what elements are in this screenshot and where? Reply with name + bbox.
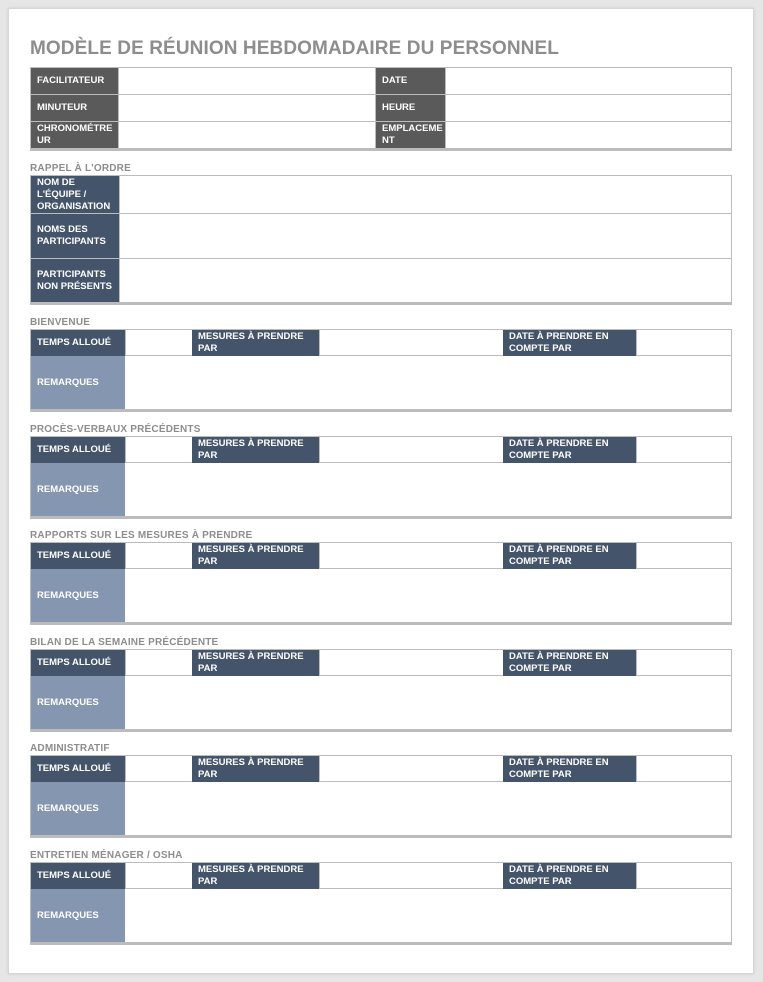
time-allotted-label: TEMPS ALLOUÉ [31, 650, 125, 676]
item-remarks-row [31, 782, 731, 835]
item-info-row [31, 650, 731, 676]
meeting-header-table [30, 67, 732, 151]
facilitator-label: FACILITATEUR [31, 68, 119, 95]
timer-field[interactable] [119, 95, 376, 122]
due-date-field[interactable] [636, 330, 731, 356]
team-name-label: NOM DE L'ÉQUIPE / ORGANISATION [31, 176, 119, 214]
page-title: MODÈLE DE RÉUNION HEBDOMADAIRE DU PERSONNEL [30, 38, 559, 59]
item-section-heading: ADMINISTRATIF [30, 743, 110, 754]
timer-label: MINUTEUR [31, 95, 119, 122]
item-section-heading: BIENVENUE [30, 317, 91, 328]
document-page [8, 8, 754, 974]
due-date-field[interactable] [636, 543, 731, 569]
item-remarks-row [31, 676, 731, 729]
time-allotted-field[interactable] [125, 863, 192, 889]
remarks-label: REMARQUES [31, 356, 125, 409]
agenda-item-table [30, 329, 732, 412]
due-date-field[interactable] [636, 437, 731, 463]
time-allotted-label: TEMPS ALLOUÉ [31, 437, 125, 463]
action-by-field[interactable] [319, 437, 503, 463]
action-by-label: MESURES À PRENDRE PAR [192, 543, 319, 569]
item-remarks-row [31, 356, 731, 409]
team-name-field[interactable] [119, 176, 731, 214]
due-date-label: DATE À PRENDRE EN COMPTE PAR [503, 330, 636, 356]
participants-label: NOMS DES PARTICIPANTS [31, 214, 119, 259]
time-field[interactable] [446, 95, 731, 122]
item-remarks-row [31, 889, 731, 942]
date-field[interactable] [446, 68, 731, 95]
item-info-row [31, 543, 731, 569]
action-by-field[interactable] [319, 863, 503, 889]
call-to-order-table [30, 175, 732, 305]
due-date-label: DATE À PRENDRE EN COMPTE PAR [503, 543, 636, 569]
item-info-row [31, 756, 731, 782]
item-section-heading: PROCÈS-VERBAUX PRÉCÉDENTS [30, 424, 201, 435]
action-by-field[interactable] [319, 543, 503, 569]
stopwatch-label: CHRONOMÉTRE UR [31, 122, 119, 148]
absent-participants-field[interactable] [119, 259, 731, 302]
remarks-field[interactable] [125, 569, 731, 622]
item-section-heading: RAPPORTS SUR LES MESURES À PRENDRE [30, 530, 253, 541]
time-allotted-field[interactable] [125, 330, 192, 356]
location-field[interactable] [446, 122, 731, 148]
time-allotted-label: TEMPS ALLOUÉ [31, 756, 125, 782]
remarks-field[interactable] [125, 782, 731, 835]
item-info-row [31, 330, 731, 356]
due-date-field[interactable] [636, 863, 731, 889]
time-allotted-label: TEMPS ALLOUÉ [31, 543, 125, 569]
agenda-item-table [30, 862, 732, 945]
time-allotted-label: TEMPS ALLOUÉ [31, 330, 125, 356]
action-by-field[interactable] [319, 756, 503, 782]
agenda-item-table [30, 542, 732, 625]
remarks-field[interactable] [125, 463, 731, 516]
remarks-label: REMARQUES [31, 463, 125, 516]
action-by-field[interactable] [319, 650, 503, 676]
participants-field[interactable] [119, 214, 731, 259]
agenda-item-table [30, 436, 732, 519]
item-info-row [31, 863, 731, 889]
item-remarks-row [31, 569, 731, 622]
item-remarks-row [31, 463, 731, 516]
agenda-item-table [30, 649, 732, 732]
due-date-label: DATE À PRENDRE EN COMPTE PAR [503, 756, 636, 782]
item-section-heading: BILAN DE LA SEMAINE PRÉCÉDENTE [30, 637, 219, 648]
item-section-heading: ENTRETIEN MÉNAGER / OSHA [30, 850, 183, 861]
remarks-label: REMARQUES [31, 569, 125, 622]
date-label: DATE [376, 68, 446, 95]
due-date-field[interactable] [636, 650, 731, 676]
time-allotted-field[interactable] [125, 543, 192, 569]
action-by-field[interactable] [319, 330, 503, 356]
action-by-label: MESURES À PRENDRE PAR [192, 650, 319, 676]
location-label: EMPLACEME NT [376, 122, 446, 148]
item-info-row [31, 437, 731, 463]
due-date-field[interactable] [636, 756, 731, 782]
remarks-field[interactable] [125, 676, 731, 729]
action-by-label: MESURES À PRENDRE PAR [192, 437, 319, 463]
agenda-item-table [30, 755, 732, 838]
remarks-field[interactable] [125, 356, 731, 409]
call-to-order-heading: RAPPEL À L'ORDRE [30, 163, 131, 174]
remarks-label: REMARQUES [31, 782, 125, 835]
time-allotted-label: TEMPS ALLOUÉ [31, 863, 125, 889]
stopwatch-field[interactable] [119, 122, 376, 148]
remarks-label: REMARQUES [31, 889, 125, 942]
due-date-label: DATE À PRENDRE EN COMPTE PAR [503, 437, 636, 463]
remarks-label: REMARQUES [31, 676, 125, 729]
time-label: HEURE [376, 95, 446, 122]
action-by-label: MESURES À PRENDRE PAR [192, 330, 319, 356]
time-allotted-field[interactable] [125, 650, 192, 676]
time-allotted-field[interactable] [125, 756, 192, 782]
absent-participants-label: PARTICIPANTS NON PRÉSENTS [31, 259, 119, 302]
time-allotted-field[interactable] [125, 437, 192, 463]
action-by-label: MESURES À PRENDRE PAR [192, 756, 319, 782]
action-by-label: MESURES À PRENDRE PAR [192, 863, 319, 889]
due-date-label: DATE À PRENDRE EN COMPTE PAR [503, 650, 636, 676]
facilitator-field[interactable] [119, 68, 376, 95]
due-date-label: DATE À PRENDRE EN COMPTE PAR [503, 863, 636, 889]
remarks-field[interactable] [125, 889, 731, 942]
